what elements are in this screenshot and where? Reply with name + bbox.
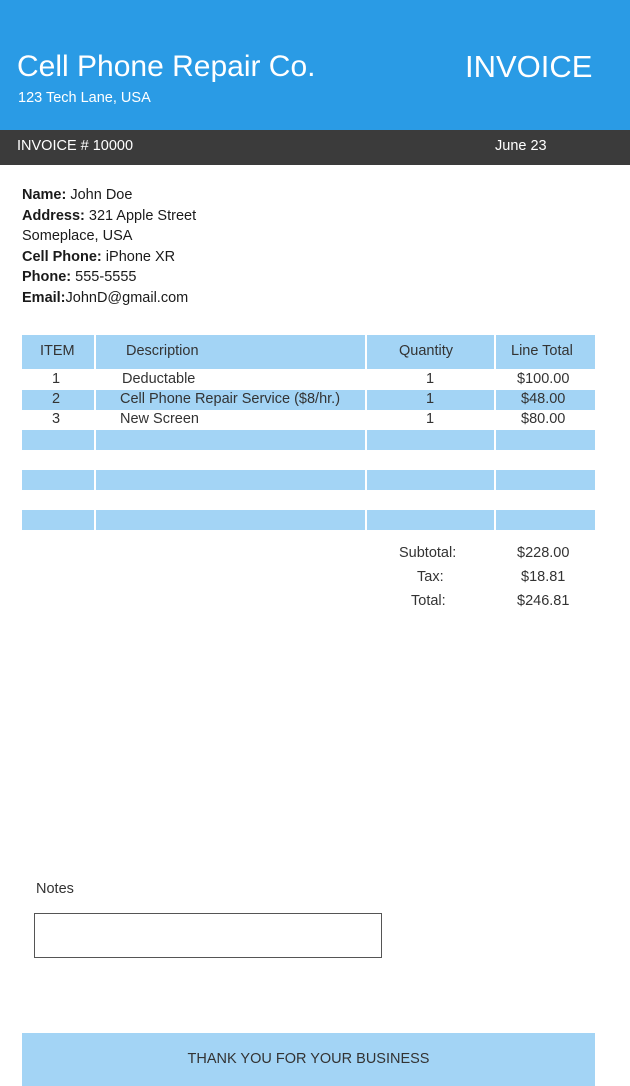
row-item: 3 <box>52 411 61 427</box>
company-name: Cell Phone Repair Co. <box>17 50 316 83</box>
document-title: INVOICE <box>465 49 593 84</box>
row-total: $100.00 <box>517 371 570 387</box>
notes-field[interactable] <box>34 913 382 958</box>
empty-row <box>22 510 595 530</box>
empty-row <box>22 450 595 470</box>
tax-label: Tax: <box>417 569 444 585</box>
address-label: Address: <box>22 207 85 224</box>
customer-name-line <box>22 185 196 206</box>
invoice-date: June 23 <box>495 138 547 154</box>
name-label: Name: <box>22 187 67 203</box>
column-divider <box>494 470 496 490</box>
empty-row <box>22 470 595 490</box>
column-divider <box>94 430 96 450</box>
invoice-header <box>0 0 630 130</box>
customer-address: 321 Apple Street <box>88 207 197 224</box>
column-divider <box>494 510 496 530</box>
subtotal-value: $228.00 <box>517 545 570 561</box>
row-description: Cell Phone Repair Service ($8/hr.) <box>120 391 341 407</box>
customer-device: iPhone XR <box>105 248 176 265</box>
column-divider <box>94 390 96 410</box>
total-value: $246.81 <box>517 593 570 609</box>
column-divider <box>94 470 96 490</box>
email-label: Email: <box>22 289 66 306</box>
customer-address-line2: Someplace, USA <box>22 228 133 245</box>
line-items-table <box>22 335 595 530</box>
column-divider <box>365 390 367 410</box>
header-line-total: Line Total <box>511 343 573 359</box>
notes-label: Notes <box>36 881 74 897</box>
table-row <box>22 370 595 390</box>
table-row <box>22 410 595 430</box>
column-divider <box>94 510 96 530</box>
row-quantity: 1 <box>426 411 435 427</box>
row-item: 1 <box>52 371 61 387</box>
column-divider <box>365 510 367 530</box>
thank-you-message: THANK YOU FOR YOUR BUSINESS <box>187 1051 430 1067</box>
row-total: $80.00 <box>521 411 566 427</box>
header-description: Description <box>126 343 199 359</box>
empty-row <box>22 430 595 450</box>
subtotal-label: Subtotal: <box>399 545 457 561</box>
invoice-number: INVOICE # 10000 <box>17 138 134 154</box>
row-quantity: 1 <box>426 371 435 387</box>
column-divider <box>494 390 496 410</box>
column-divider <box>494 430 496 450</box>
customer-info <box>22 185 196 309</box>
customer-phone-line <box>22 267 196 288</box>
column-divider <box>365 335 367 369</box>
column-divider <box>365 470 367 490</box>
footer-banner <box>22 1033 595 1086</box>
row-description: Deductable <box>122 371 196 387</box>
customer-email: JohnD@gmail.com <box>65 289 189 306</box>
row-description: New Screen <box>120 411 199 427</box>
customer-address-line <box>22 206 196 227</box>
header-item: ITEM <box>40 343 75 359</box>
tax-value: $18.81 <box>521 569 566 585</box>
row-item: 2 <box>52 391 61 407</box>
empty-row <box>22 490 595 510</box>
customer-name: John Doe <box>70 187 133 203</box>
total-label: Total: <box>411 593 446 609</box>
customer-device-line <box>22 247 196 268</box>
table-header <box>22 335 595 369</box>
row-quantity: 1 <box>426 391 435 407</box>
invoice-info-bar <box>0 130 630 165</box>
header-quantity: Quantity <box>399 343 453 359</box>
company-address: 123 Tech Lane, USA <box>18 90 151 106</box>
table-row <box>22 390 595 410</box>
phone-label: Phone: <box>22 269 72 286</box>
customer-phone: 555-5555 <box>75 269 137 286</box>
row-total: $48.00 <box>521 391 566 407</box>
column-divider <box>365 430 367 450</box>
column-divider <box>94 335 96 369</box>
cell-phone-label: Cell Phone: <box>22 248 102 265</box>
column-divider <box>494 335 496 369</box>
customer-email-line <box>22 288 196 309</box>
